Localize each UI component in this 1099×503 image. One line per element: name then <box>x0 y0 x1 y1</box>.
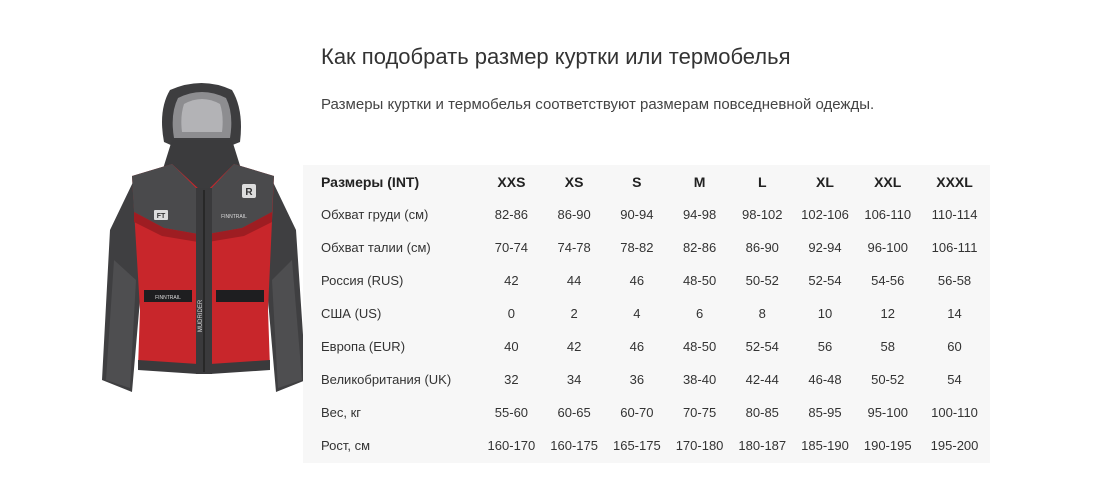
table-cell: 190-195 <box>863 438 912 453</box>
row-label: США (US) <box>321 306 382 321</box>
table-cell: 95-100 <box>867 405 908 420</box>
table-row <box>303 330 990 363</box>
table-cell: 90-94 <box>620 207 654 222</box>
table-cell: 60-65 <box>557 405 591 420</box>
size-table <box>303 165 990 462</box>
header-size: L <box>758 173 767 190</box>
jacket-image <box>92 80 314 402</box>
table-cell: 70-75 <box>682 405 717 420</box>
table-cell: 86-90 <box>745 240 779 255</box>
table-row <box>303 297 990 330</box>
header-label: Размеры (INT) <box>321 173 420 190</box>
table-cell: 14 <box>947 306 962 321</box>
jacket-badge: FT <box>156 213 166 220</box>
table-header-row <box>303 165 990 198</box>
table-cell: 46 <box>629 273 645 288</box>
size-table-container <box>303 165 990 463</box>
table-cell: 55-60 <box>494 405 529 420</box>
table-cell: 82-86 <box>682 240 717 255</box>
table-cell: 170-180 <box>675 438 724 453</box>
table-cell: 100-110 <box>931 405 978 420</box>
table-cell: 0 <box>507 306 516 321</box>
table-cell: 10 <box>817 306 833 321</box>
table-cell: 54 <box>947 372 962 387</box>
table-cell: 48-50 <box>682 339 717 354</box>
table-cell: 180-187 <box>738 438 787 453</box>
header-size: XXL <box>874 173 902 190</box>
table-cell: 46-48 <box>808 372 842 387</box>
table-cell: 110-114 <box>931 207 978 222</box>
table-cell: 42 <box>504 273 519 288</box>
header-size: M <box>693 173 706 190</box>
table-cell: 160-170 <box>487 438 536 453</box>
table-cell: 50-52 <box>871 372 905 387</box>
table-cell: 8 <box>758 306 766 321</box>
table-cell: 98-102 <box>742 207 783 222</box>
table-cell: 56 <box>817 339 833 354</box>
table-row <box>303 396 990 429</box>
table-cell: 46 <box>629 339 645 354</box>
table-cell: 106-111 <box>931 240 978 255</box>
table-cell: 50-52 <box>745 273 779 288</box>
row-label: Европа (EUR) <box>321 339 406 354</box>
table-cell: 12 <box>880 306 895 321</box>
table-cell: 82-86 <box>494 207 529 222</box>
table-row <box>303 429 990 462</box>
table-cell: 32 <box>504 372 519 387</box>
table-cell: 52-54 <box>745 339 779 354</box>
table-cell: 2 <box>570 306 578 321</box>
table-cell: 102-106 <box>801 207 849 222</box>
table-cell: 70-74 <box>494 240 529 255</box>
table-cell: 38-40 <box>682 372 717 387</box>
table-cell: 106-110 <box>864 207 912 222</box>
jacket-model: MUDRIDER <box>198 299 204 333</box>
table-cell: 42-44 <box>745 372 779 387</box>
jacket-brand: FINNTRAIL <box>221 214 247 220</box>
table-cell: 42 <box>566 339 582 354</box>
page-title: Как подобрать размер куртки или термобелья <box>321 44 791 69</box>
table-cell: 4 <box>633 306 641 321</box>
header-size: XS <box>564 173 584 190</box>
table-cell: 165-175 <box>612 438 661 453</box>
table-cell: 56-58 <box>937 273 972 288</box>
table-cell: 80-85 <box>745 405 779 420</box>
row-label: Россия (RUS) <box>321 273 404 288</box>
table-cell: 74-78 <box>557 240 591 255</box>
row-label: Рост, см <box>321 438 371 453</box>
table-cell: 78-82 <box>620 240 654 255</box>
header-size: XXS <box>497 173 526 190</box>
table-cell: 85-95 <box>808 405 842 420</box>
row-label: Обхват груди (см) <box>321 207 429 222</box>
row-label: Вес, кг <box>321 405 362 420</box>
page-subtitle: Размеры куртки и термобелья соответствуют размерам повседневной одежды. <box>321 96 875 113</box>
table-cell: 48-50 <box>682 273 717 288</box>
table-row <box>303 363 990 396</box>
jacket-logo-letter: R <box>245 187 253 198</box>
table-cell: 195-200 <box>930 438 979 453</box>
table-cell: 185-190 <box>801 438 849 453</box>
table-cell: 44 <box>566 273 582 288</box>
table-cell: 58 <box>880 339 895 354</box>
header-size: XL <box>816 173 834 190</box>
table-cell: 86-90 <box>557 207 591 222</box>
table-cell: 60 <box>947 339 962 354</box>
table-row <box>303 198 990 231</box>
table-row <box>303 264 990 297</box>
header-size: S <box>632 173 642 190</box>
table-cell: 60-70 <box>620 405 654 420</box>
table-cell: 96-100 <box>867 240 908 255</box>
table-cell: 6 <box>695 306 704 321</box>
jacket-pocket-brand: FINNTRAIL <box>155 295 181 301</box>
table-cell: 92-94 <box>808 240 842 255</box>
table-cell: 34 <box>566 372 582 387</box>
table-row <box>303 231 990 264</box>
table-cell: 94-98 <box>682 207 717 222</box>
table-cell: 40 <box>504 339 519 354</box>
header-size: XXXL <box>936 173 973 190</box>
row-label: Великобритания (UK) <box>321 372 452 387</box>
table-cell: 36 <box>629 372 645 387</box>
table-cell: 52-54 <box>808 273 842 288</box>
table-cell: 54-56 <box>871 273 905 288</box>
row-label: Обхват талии (см) <box>321 240 431 255</box>
table-cell: 160-175 <box>550 438 598 453</box>
